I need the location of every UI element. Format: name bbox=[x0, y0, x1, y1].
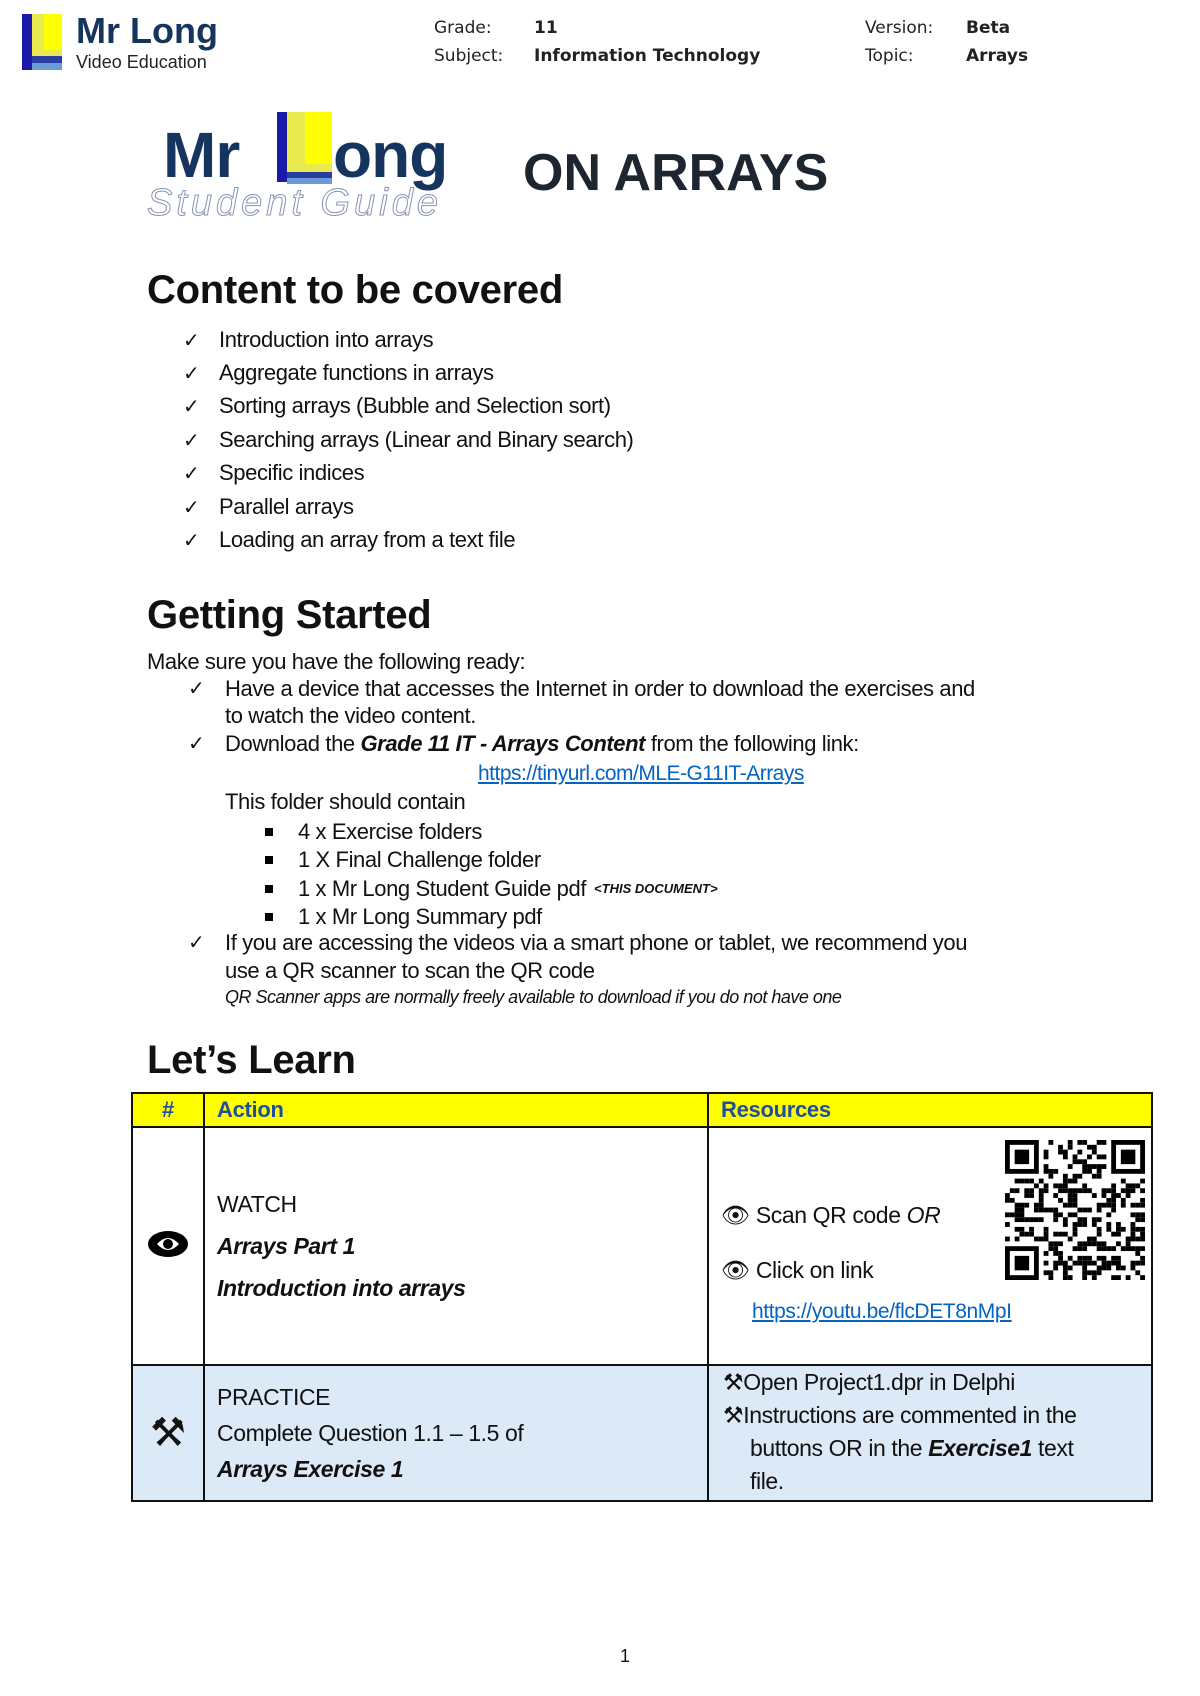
bullet-icon bbox=[265, 828, 273, 836]
content-list-item: ✓ Parallel arrays bbox=[183, 493, 354, 519]
folder-item: 4 x Exercise folders bbox=[265, 818, 718, 846]
tools-small-icon: ⚒ bbox=[723, 1369, 744, 1395]
eye-icon bbox=[132, 1127, 204, 1365]
version-value: Beta bbox=[966, 18, 1011, 38]
folder-item: 1 x Mr Long Summary pdf bbox=[265, 903, 718, 931]
content-list-item: ✓ Specific indices bbox=[183, 460, 365, 486]
content-list bbox=[183, 323, 633, 557]
check-icon: ✓ bbox=[183, 361, 200, 386]
content-list-item: ✓ Loading an array from a text file bbox=[183, 527, 516, 553]
logo-subtitle: Student Guide bbox=[147, 182, 442, 224]
check-icon: ✓ bbox=[183, 494, 200, 519]
col-action: Action bbox=[204, 1093, 708, 1127]
check-icon: ✓ bbox=[183, 528, 200, 553]
student-guide-logo bbox=[147, 110, 487, 225]
resource-open-project: ⚒Open Project1.dpr in Delphi bbox=[723, 1369, 1015, 1395]
topic-value: Arrays bbox=[966, 46, 1029, 66]
download-link[interactable]: https://tinyurl.com/MLE-G11IT-Arrays bbox=[478, 762, 804, 785]
eye-small-icon: 👁 bbox=[721, 1202, 750, 1228]
practice-desc: Complete Question 1.1 – 1.5 of bbox=[217, 1420, 524, 1446]
check-icon: ✓ bbox=[183, 327, 200, 352]
content-list-item: ✓ Searching arrays (Linear and Binary search) bbox=[183, 426, 634, 452]
bullet-icon bbox=[265, 885, 273, 893]
qr-code[interactable] bbox=[1005, 1140, 1145, 1280]
content-list-item: ✓ Sorting arrays (Bubble and Selection sort) bbox=[183, 393, 611, 419]
table-row bbox=[132, 1127, 1152, 1365]
logo-text-ong: ong bbox=[333, 119, 448, 191]
requirement-qr: If you are accessing the videos via a smart phone or tablet, we recommend you bbox=[225, 930, 968, 955]
document-title: ON ARRAYS bbox=[523, 144, 829, 202]
logo-icon bbox=[22, 14, 64, 70]
table-row: ⚒ PRACTICE Complete Question 1.1 – 1.5 of Arrays Exercise 1 ⚒Open Project1.dpr in Delphi ⚒Instructions are commented in the buttons OR in the Exercise1 text file. bbox=[132, 1365, 1152, 1501]
scan-qr-text: 👁 Scan QR code OR bbox=[721, 1202, 941, 1228]
getting-started-intro: Make sure you have the following ready: bbox=[147, 649, 526, 674]
getting-started-heading: Getting Started bbox=[147, 593, 432, 637]
grade-label: Grade: bbox=[434, 18, 492, 38]
bullet-icon bbox=[265, 856, 273, 864]
qr-note: QR Scanner apps are normally freely available to download if you do not have one bbox=[225, 987, 842, 1007]
check-icon: ✓ bbox=[183, 427, 200, 452]
brand-name: Mr Long bbox=[76, 10, 218, 51]
video-link[interactable]: https://youtu.be/flcDET8nMpI bbox=[752, 1300, 1012, 1323]
check-icon: ✓ bbox=[183, 461, 200, 486]
resource-instructions: ⚒Instructions are commented in the bbox=[723, 1402, 1077, 1428]
requirement-device: Have a device that accesses the Internet in order to download the exercises and bbox=[225, 676, 975, 701]
bullet-icon bbox=[265, 913, 273, 921]
check-icon: ✓ bbox=[183, 394, 200, 419]
logo-text-mr: Mr bbox=[163, 119, 240, 191]
requirement-qr-cont: use a QR scanner to scan the QR code bbox=[225, 958, 595, 983]
table-header-row bbox=[132, 1093, 1152, 1127]
click-link-text: 👁 Click on link bbox=[721, 1257, 874, 1283]
lessons-table bbox=[131, 1092, 1153, 1502]
subject-label: Subject: bbox=[434, 46, 504, 66]
topic-label: Topic: bbox=[865, 46, 914, 66]
tools-icon: ⚒ bbox=[132, 1365, 204, 1501]
requirement-download: Download the Grade 11 IT - Arrays Content from the following link: bbox=[225, 731, 859, 756]
requirement-device-cont: to watch the video content. bbox=[225, 703, 476, 728]
tools-small-icon: ⚒ bbox=[723, 1402, 744, 1428]
check-icon: ✓ bbox=[188, 930, 205, 954]
subject-value: Information Technology bbox=[534, 46, 761, 66]
grade-value: 11 bbox=[534, 18, 558, 38]
eye-small-icon: 👁 bbox=[721, 1257, 750, 1283]
folder-item: 1 x Mr Long Student Guide pdf <THIS DOCUMENT> bbox=[265, 875, 718, 903]
lesson-title: Arrays Part 1 bbox=[217, 1233, 355, 1259]
content-list-item: ✓ Introduction into arrays bbox=[183, 326, 434, 352]
folder-intro: This folder should contain bbox=[225, 789, 466, 814]
col-resources: Resources bbox=[708, 1093, 1152, 1127]
version-label: Version: bbox=[865, 18, 934, 38]
folder-item: 1 X Final Challenge folder bbox=[265, 846, 718, 874]
watch-label: WATCH bbox=[217, 1191, 297, 1217]
lesson-subtitle: Introduction into arrays bbox=[217, 1275, 466, 1301]
this-document-tag: <THIS DOCUMENT> bbox=[594, 881, 718, 897]
check-icon: ✓ bbox=[188, 731, 205, 755]
content-list-item: ✓ Aggregate functions in arrays bbox=[183, 360, 494, 386]
check-icon: ✓ bbox=[188, 676, 205, 700]
page-number: 1 bbox=[620, 1646, 631, 1666]
practice-label: PRACTICE bbox=[217, 1384, 331, 1410]
exercise-title: Arrays Exercise 1 bbox=[217, 1456, 404, 1482]
col-number: # bbox=[132, 1093, 204, 1127]
brand-subtitle: Video Education bbox=[76, 52, 207, 72]
folder-contents-list bbox=[265, 818, 718, 931]
lets-learn-heading: Let’s Learn bbox=[147, 1038, 356, 1082]
content-heading: Content to be covered bbox=[147, 268, 563, 312]
